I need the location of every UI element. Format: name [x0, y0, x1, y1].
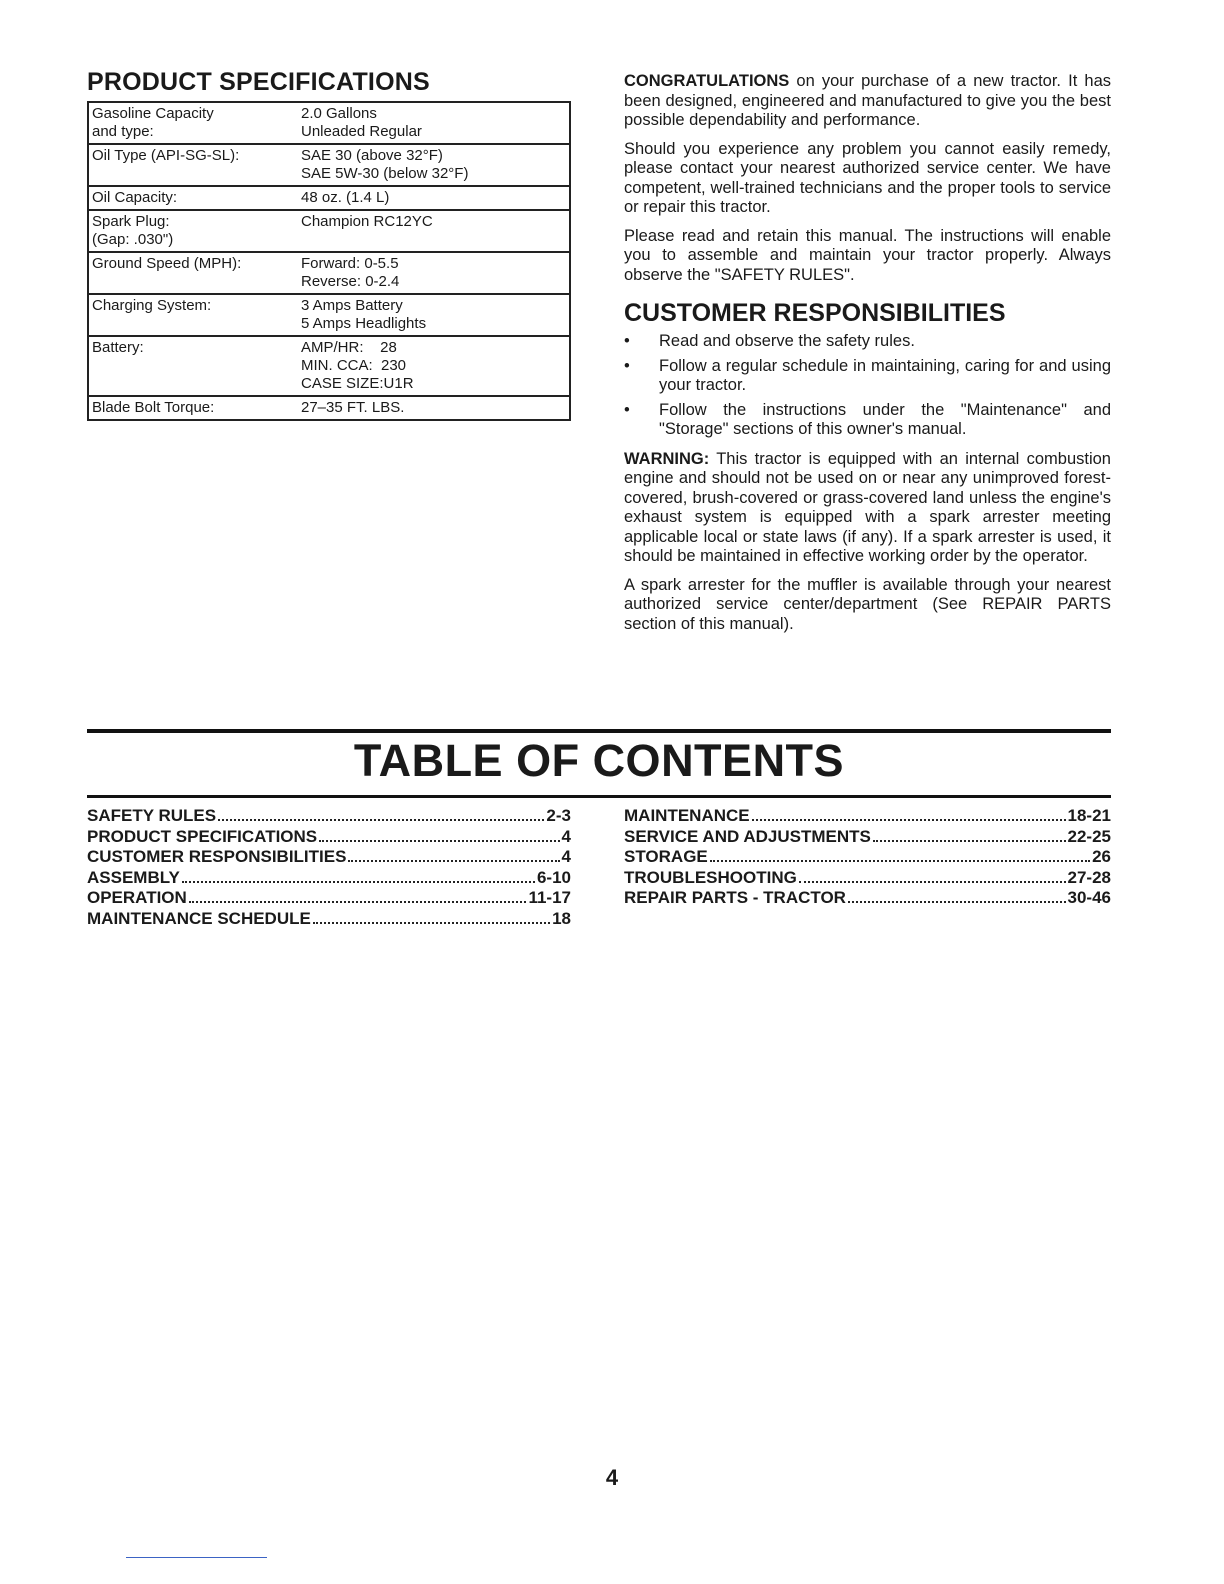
bullet-icon: • [624, 400, 630, 419]
table-row [88, 210, 570, 252]
congratulations-bold: CONGRATULATIONS [624, 72, 790, 90]
specifications-table [87, 101, 571, 421]
spec-value: 2.0 Gallons [301, 105, 377, 122]
toc-entry[interactable]: CUSTOMER RESPONSIBILITIES 4 [87, 847, 571, 866]
service-paragraph: Should you experience any problem you cannot easily remedy, please contact your nearest authorized service center. We have competent, well-trained technicians and the proper tools to service or repair this tractor. [624, 139, 1111, 216]
spec-label: Ground Speed (MPH): [92, 255, 242, 272]
spec-value: MIN. CCA: 230 [301, 357, 407, 374]
toc-bottom-rule [87, 795, 1111, 798]
bullet-icon: • [624, 332, 630, 350]
toc-entry[interactable]: STORAGE 26 [624, 847, 1111, 866]
responsibilities-list [624, 332, 1111, 440]
congratulations-paragraph: CONGRATULATIONS on your purchase of a new tractor. It has been designed, engineered and manufactured to give you the best possible dependability and performance. [624, 72, 1111, 129]
specifications-heading: PRODUCT SPECIFICATIONS [87, 68, 430, 96]
spec-value: CASE SIZE:U1R [301, 375, 414, 392]
page-number: 4 [605, 1465, 619, 1490]
toc-entry[interactable]: SAFETY RULES 2-3 [87, 806, 571, 825]
spec-value: AMP/HR: 28 [301, 339, 397, 356]
spec-label: Spark Plug: [92, 213, 170, 230]
toc-entry[interactable]: MAINTENANCE SCHEDULE 18 [87, 908, 571, 928]
spec-label: Oil Capacity: [92, 189, 178, 206]
list-item: • Read and observe the safety rules. [624, 332, 915, 350]
warning-label: WARNING: [624, 449, 710, 468]
spec-value: Champion RC12YC [301, 213, 433, 230]
toc-top-rule [87, 729, 1111, 733]
table-row [88, 396, 570, 420]
toc-left-column [87, 806, 571, 929]
toc-entry[interactable]: REPAIR PARTS - TRACTOR 30-46 [624, 888, 1111, 907]
toc-entry[interactable]: OPERATION 11-17 [87, 888, 571, 907]
spec-label: Battery: [92, 339, 144, 356]
toc-entry[interactable]: PRODUCT SPECIFICATIONS 4 [87, 826, 571, 846]
spec-value: Reverse: 0-2.4 [301, 273, 400, 290]
spec-label: and type: [92, 123, 154, 140]
spec-label: Charging System: [92, 297, 212, 314]
table-row [88, 186, 570, 210]
spark-arrester-paragraph: A spark arrester for the muffler is available through your nearest authorized service center/department (See REPAIR PARTS section of this manual). [624, 575, 1111, 633]
retain-manual-paragraph: Please read and retain this manual. The instructions will enable you to assemble and maintain your tractor properly. Always observe the "SAFETY RULES". [624, 226, 1111, 284]
spec-value: 3 Amps Battery [301, 297, 403, 314]
spec-value: Forward: 0-5.5 [301, 255, 399, 272]
footer-rule [126, 1557, 267, 1558]
toc-entry[interactable]: SERVICE AND ADJUSTMENTS 22-25 [624, 826, 1111, 846]
spec-label: (Gap: .030") [92, 231, 174, 248]
table-row [88, 294, 570, 336]
toc-right-column [624, 806, 1111, 909]
spec-label: Blade Bolt Torque: [92, 399, 215, 416]
list-item: • Follow a regular schedule in maintaining, caring for and using your tractor. [624, 356, 1111, 394]
table-row [88, 252, 570, 294]
toc-entry[interactable]: ASSEMBLY 6-10 [87, 867, 571, 887]
spec-value: 5 Amps Headlights [301, 315, 427, 332]
spec-label: Gasoline Capacity [92, 105, 214, 122]
spec-value: 48 oz. (1.4 L) [301, 189, 390, 206]
toc-entry[interactable]: MAINTENANCE 18-21 [624, 806, 1111, 825]
warning-paragraph: WARNING: This tractor is equipped with an internal combustion engine and should not be used on or near any unimproved forest-covered, brush-covered or grass-covered land unless the engine's exhaust system is equipped with a spark arrester meeting applicable local or state laws (if any). If a spark arrester is used, it should be maintained in effective working order by the operator. [624, 449, 1111, 565]
spec-value: Unleaded Regular [301, 123, 422, 140]
spec-value: SAE 30 (above 32°F) [301, 147, 443, 164]
spec-value: SAE 5W-30 (below 32°F) [301, 165, 469, 182]
spec-label: Oil Type (API-SG-SL): [92, 147, 240, 164]
list-item: • Follow the instructions under the "Maintenance" and "Storage" sections of this owner's manual. [624, 400, 1111, 438]
toc-entry[interactable]: TROUBLESHOOTING 27-28 [624, 867, 1111, 887]
intro-section [624, 72, 1111, 643]
table-row [88, 144, 570, 186]
spec-value: 27–35 FT. LBS. [301, 399, 405, 416]
product-specifications-section [87, 68, 571, 421]
customer-responsibilities-heading: CUSTOMER RESPONSIBILITIES [624, 299, 1006, 327]
table-row [88, 336, 570, 396]
toc-heading: TABLE OF CONTENTS [353, 735, 845, 786]
bullet-icon: • [624, 356, 630, 375]
table-row [88, 102, 570, 144]
